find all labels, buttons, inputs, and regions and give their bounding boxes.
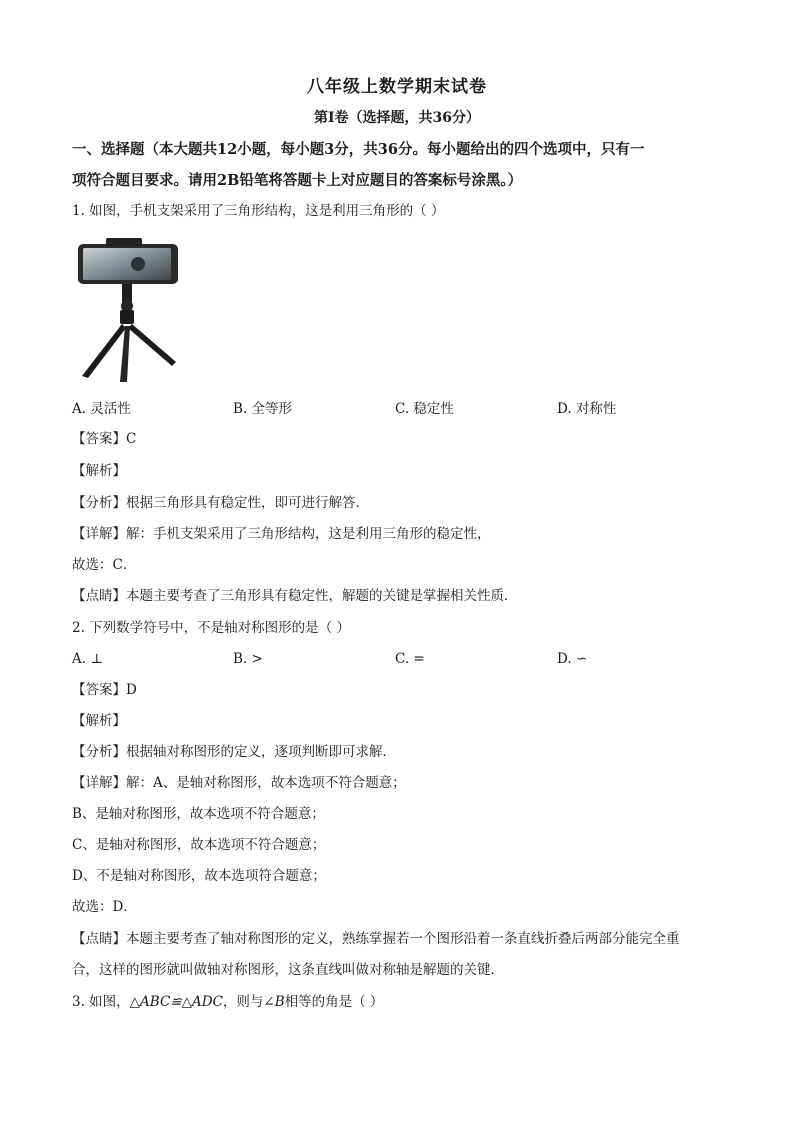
question-3-stem xyxy=(72,992,722,1012)
phone-tripod-image xyxy=(76,236,180,384)
page-title: 八年级上数学期末试卷 xyxy=(307,77,487,97)
q2-guxuan: 故选：D． xyxy=(72,899,137,915)
q1-option-a: A. 灵活性 xyxy=(72,401,131,417)
q1-guxuan: 故选：C． xyxy=(72,557,137,573)
q1-option-b: B. 全等形 xyxy=(233,401,293,417)
q2-answer: 【答案】D xyxy=(72,682,137,698)
q3-angle: ∠B xyxy=(263,994,285,1010)
q2-option-b: B. > xyxy=(233,651,263,667)
q1-dianjing: 【点睛】本题主要考查了三角形具有稳定性，解题的关键是掌握相关性质． xyxy=(72,588,518,604)
q3-suffix: 相等的角是（ ） xyxy=(284,994,384,1010)
q2-c-line: C、是轴对称图形，故本选项不符合题意； xyxy=(72,837,326,853)
q1-option-c: C. 稳定性 xyxy=(395,401,454,417)
q2-d-line: D、不是轴对称图形，故本选项符合题意； xyxy=(72,868,326,884)
section-header-line-2: 项符合题目要求。请用2B铅笔将答题卡上对应题目的答案标号涂黑。） xyxy=(72,172,523,189)
q2-option-c: C. = xyxy=(395,651,425,667)
q1-analysis-label: 【解析】 xyxy=(72,463,126,479)
q2-dianjing-2: 合，这样的图形就叫做轴对称图形，这条直线叫做对称轴是解题的关键． xyxy=(72,962,504,978)
question-2-stem: 2. 下列数学符号中，不是轴对称图形的是（ ） xyxy=(72,620,350,636)
q2-option-d: D. ∽ xyxy=(557,651,588,667)
q1-xiangjie: 【详解】解：手机支架采用了三角形结构，这是利用三角形的稳定性， xyxy=(72,526,491,542)
q2-fenxi: 【分析】根据轴对称图形的定义，逐项判断即可求解． xyxy=(72,744,396,760)
q3-congruence: △ABC≌△ADC xyxy=(129,994,223,1010)
q1-option-d: D. 对称性 xyxy=(557,401,617,417)
q2-option-a: A. ⊥ xyxy=(72,651,104,667)
q3-prefix: 3. 如图， xyxy=(72,994,130,1010)
section-header-line-1: 一、选择题（本大题共12小题，每小题3分，共36分。每小题给出的四个选项中，只有一 xyxy=(72,141,645,158)
q1-answer: 【答案】C xyxy=(72,431,137,447)
page-subtitle: 第Ⅰ卷（选择题，共36分） xyxy=(313,110,481,126)
q2-dianjing-1: 【点睛】本题主要考查了轴对称图形的定义，熟练掌握若一个图形沿着一条直线折叠后两部分能完全重 xyxy=(72,931,680,947)
q2-b-line: B、是轴对称图形，故本选项不符合题意； xyxy=(72,806,325,822)
q2-xiangjie: 【详解】解：A、是轴对称图形，故本选项不符合题意； xyxy=(72,775,406,791)
q3-mid: ，则与 xyxy=(222,994,264,1010)
q1-fenxi: 【分析】根据三角形具有稳定性，即可进行解答． xyxy=(72,495,369,511)
q2-analysis-label: 【解析】 xyxy=(72,713,126,729)
question-1-stem: 1. 如图，手机支架采用了三角形结构，这是利用三角形的（ ） xyxy=(72,203,445,219)
